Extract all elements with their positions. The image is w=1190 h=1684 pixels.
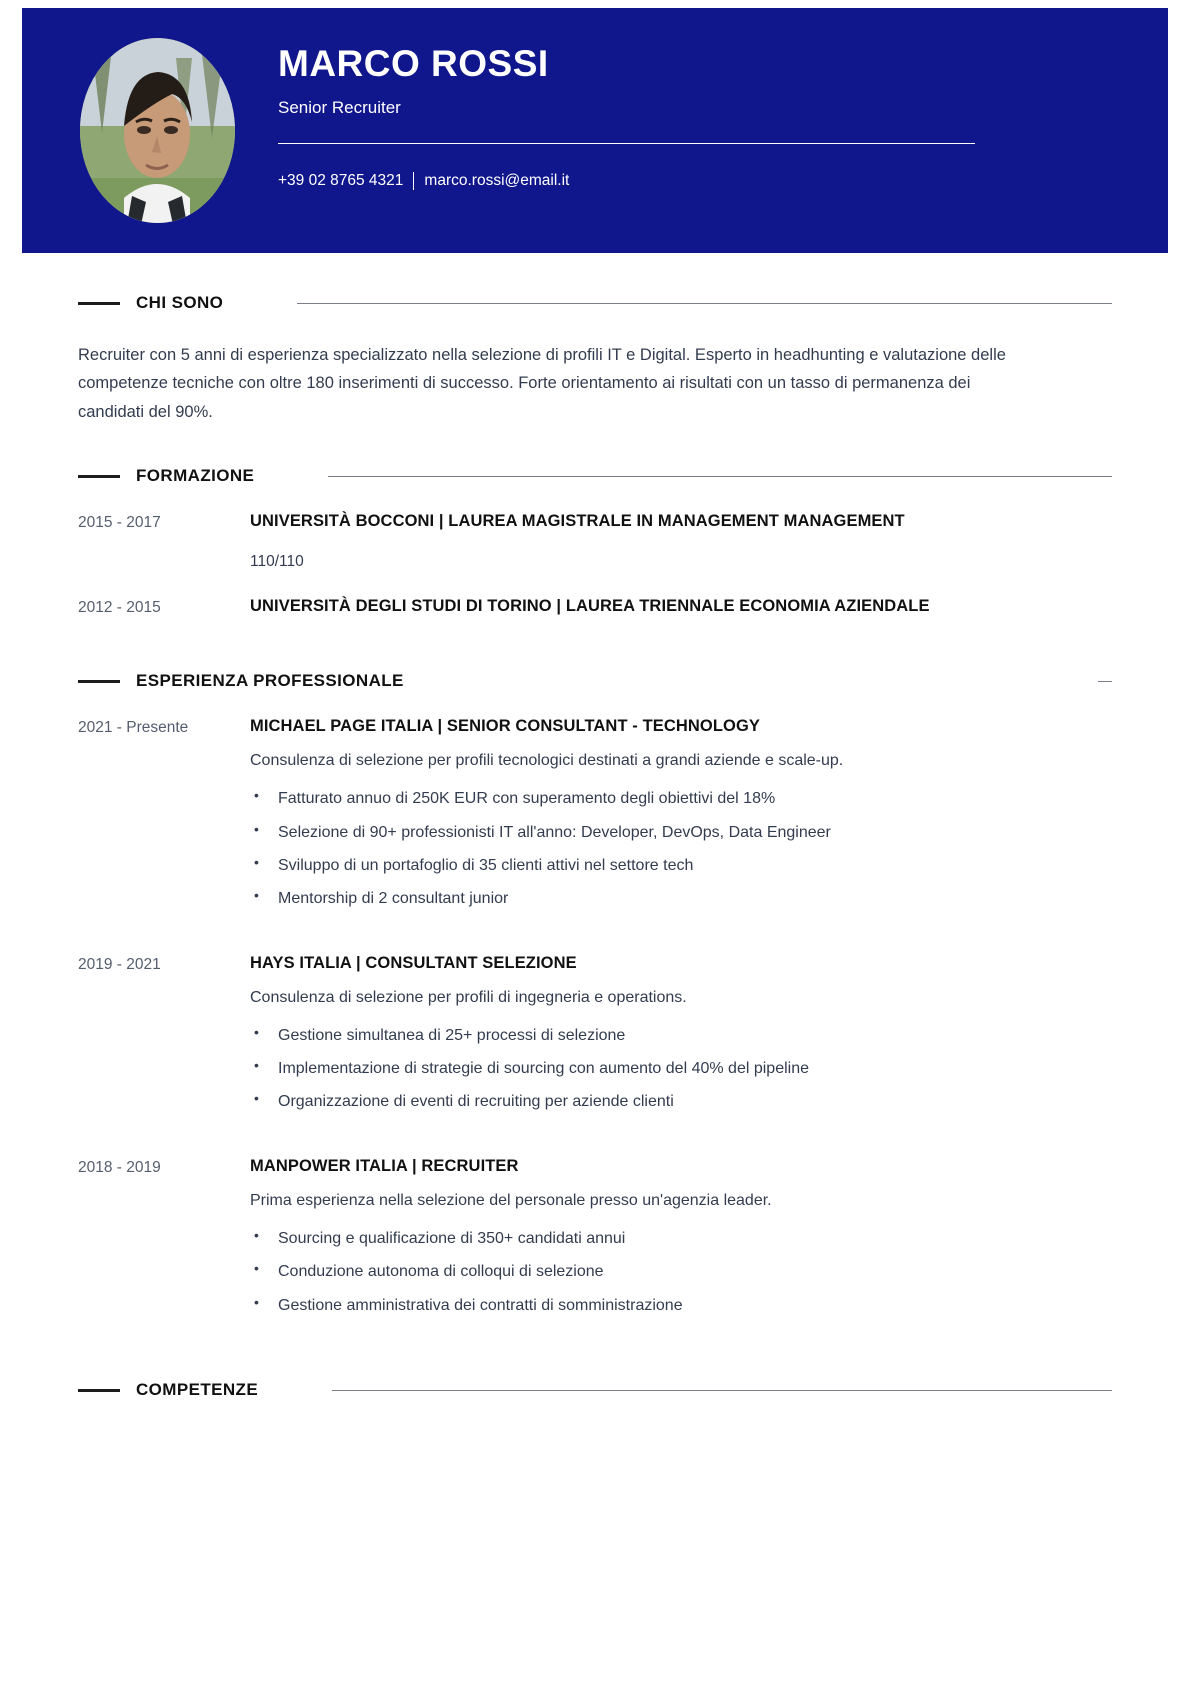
- list-item: • Mentorship di 2 consultant junior: [250, 888, 1112, 910]
- phone-text[interactable]: +39 02 8765 4321: [278, 171, 404, 189]
- avatar: [80, 38, 235, 223]
- section-dash-icon: [78, 475, 120, 478]
- section-header-skills: [78, 1380, 1112, 1400]
- experience-date: 2021 - Presente: [78, 719, 189, 737]
- header-text-block: [278, 42, 1128, 190]
- list-item: • Fatturato annuo di 250K EUR con superamento degli obiettivi del 18%: [250, 788, 1112, 810]
- header-divider: [278, 143, 975, 144]
- section-header-experience: [78, 671, 1112, 691]
- section-dash-icon: [78, 1389, 120, 1392]
- contact-line: [278, 172, 1128, 190]
- experience-summary: Consulenza di selezione per profili di ingegneria e operations.: [250, 988, 687, 1006]
- experience-summary: Consulenza di selezione per profili tecnologici destinati a grandi aziende e scale-up.: [250, 752, 844, 770]
- experience-bullets: [250, 788, 1112, 911]
- job-title: Senior Recruiter: [278, 97, 401, 117]
- education-title: UNIVERSITÀ BOCCONI | LAUREA MAGISTRALE IN MANAGEMENT MANAGEMENT: [250, 512, 905, 531]
- education-note: 110/110: [250, 553, 304, 571]
- list-item: • Conduzione autonoma di colloqui di selezione: [250, 1261, 1112, 1283]
- experience-date: 2018 - 2019: [78, 1158, 161, 1176]
- experience-entry: [78, 954, 1112, 1125]
- resume-body: [0, 253, 1190, 1460]
- education-title: UNIVERSITÀ DEGLI STUDI DI TORINO | LAUREA TRIENNALE ECONOMIA AZIENDALE: [250, 597, 930, 616]
- experience-date: 2019 - 2021: [78, 955, 161, 973]
- list-item: • Sourcing e qualificazione di 350+ candidati annui: [250, 1228, 1112, 1250]
- skills-content-placeholder: [78, 1400, 1112, 1460]
- list-item: • Sviluppo di un portafoglio di 35 clienti attivi nel settore tech: [250, 855, 1112, 877]
- section-title-education: FORMAZIONE: [136, 466, 255, 486]
- resume-header: [22, 8, 1168, 253]
- section-title-about: CHI SONO: [136, 293, 224, 312]
- list-item: • Organizzazione di eventi di recruiting per aziende clienti: [250, 1091, 1112, 1113]
- experience-title: HAYS ITALIA | CONSULTANT SELEZIONE: [250, 953, 577, 972]
- experience-title: MICHAEL PAGE ITALIA | SENIOR CONSULTANT - TECHNOLOGY: [250, 717, 761, 736]
- email-text[interactable]: marco.rossi@email.it: [424, 171, 570, 189]
- section-rule: [332, 1390, 1112, 1391]
- list-item: • Implementazione di strategie di sourcing con aumento del 40% del pipeline: [250, 1058, 1112, 1080]
- education-date: 2012 - 2015: [78, 599, 161, 617]
- education-date: 2015 - 2017: [78, 514, 161, 532]
- section-title-experience: ESPERIENZA PROFESSIONALE: [136, 671, 404, 691]
- list-item: • Gestione amministrativa dei contratti di somministrazione: [250, 1295, 1112, 1317]
- about-text: Recruiter con 5 anni di esperienza specializzato nella selezione di profili IT e Digital. Esperto in headhunting e valutazione delle competenze tecniche con oltre 180 inserimenti di successo. Forte orientamento ai risultati con un tasso di permanenza dei candidati del 90%.: [78, 346, 1006, 421]
- section-title-skills: COMPETENZE: [136, 1380, 259, 1400]
- page-title: MARCO ROSSI: [278, 43, 549, 84]
- education-entry: [78, 597, 1112, 617]
- section-header-education: [78, 466, 1112, 486]
- experience-entry: [78, 1157, 1112, 1328]
- section-dash-icon: [78, 302, 120, 305]
- experience-title: MANPOWER ITALIA | RECRUITER: [250, 1156, 519, 1175]
- experience-bullets: [250, 1025, 1112, 1114]
- list-item: • Selezione di 90+ professionisti IT all'anno: Developer, DevOps, Data Engineer: [250, 822, 1112, 844]
- contact-separator: [413, 172, 414, 190]
- section-rule: [297, 303, 1112, 304]
- section-rule: [328, 476, 1112, 477]
- experience-summary: Prima esperienza nella selezione del personale presso un'agenzia leader.: [250, 1191, 772, 1209]
- collapse-minus-icon[interactable]: [1098, 681, 1112, 682]
- section-dash-icon: [78, 680, 120, 683]
- list-item: • Gestione simultanea di 25+ processi di selezione: [250, 1025, 1112, 1047]
- experience-entry: [78, 717, 1112, 922]
- education-entry: [78, 512, 1112, 571]
- experience-bullets: [250, 1228, 1112, 1317]
- section-header-about: [78, 293, 1112, 313]
